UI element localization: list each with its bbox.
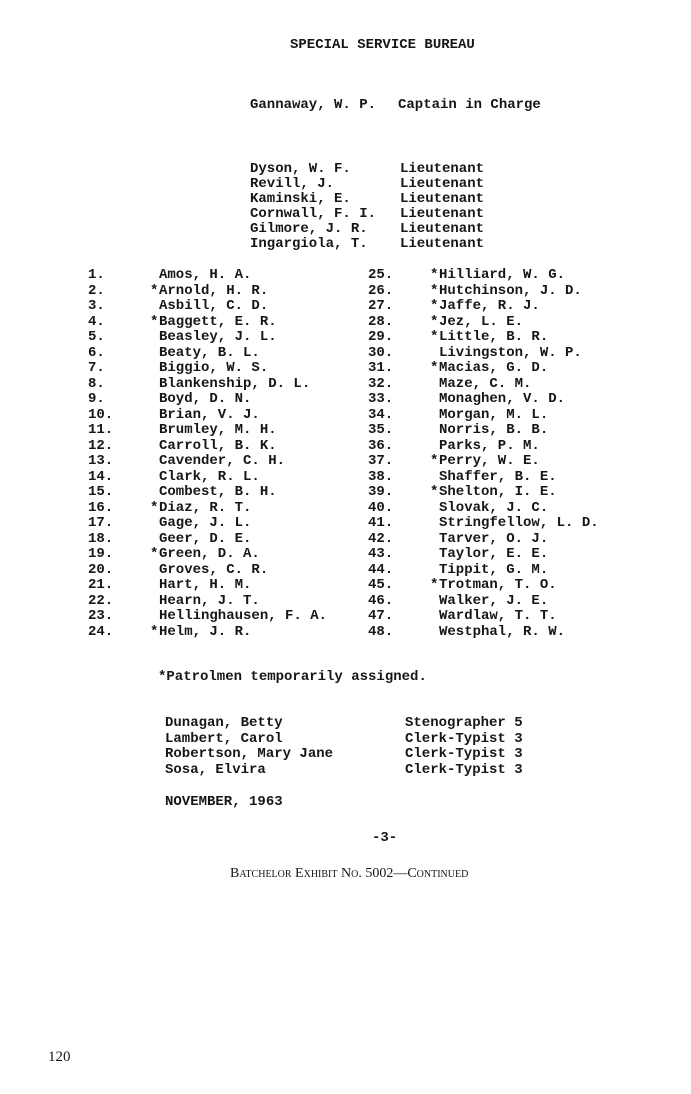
staff-title: Clerk-Typist 3 [405, 761, 523, 778]
staff-name: Robertson, Mary Jane [165, 746, 334, 762]
patrolman-number: 9. [88, 391, 105, 407]
patrolman-number: 23. [88, 608, 114, 624]
patrolman-row [368, 392, 599, 408]
patrolman-number: 41. [368, 515, 394, 531]
patrolman-name: Taylor, E. E. [439, 546, 549, 562]
patrolman-name: Helm, J. R. [159, 623, 252, 640]
patrolman-name: Brumley, M. H. [159, 422, 277, 438]
patrolman-name: Hellinghausen, F. A. [159, 608, 328, 624]
patrolman-number: 6. [88, 344, 105, 361]
patrolman-row [88, 563, 327, 579]
patrolman-number: 35. [368, 422, 394, 438]
lieutenant-name: Cornwall, F. I. [250, 206, 377, 222]
patrolman-number: 44. [368, 561, 394, 578]
patrolmen-left-column [88, 268, 327, 640]
patrolman-number: 16. [88, 499, 114, 516]
patrolman-name: Wardlaw, T. T. [439, 608, 557, 624]
lieutenant-name: Gilmore, J. R. [250, 221, 368, 237]
patrolman-name: Cavender, C. H. [159, 453, 286, 469]
patrolman-number: 24. [88, 623, 114, 640]
staff-row [165, 763, 523, 779]
patrolman-name: Stringfellow, L. D. [439, 515, 599, 531]
temporary-assignment-mark: * [430, 329, 439, 345]
patrolman-row [368, 346, 599, 362]
patrolman-row [88, 547, 327, 563]
patrolman-row [88, 609, 327, 625]
patrolman-name: Beaty, B. L. [159, 344, 260, 361]
lieutenant-rank: Lieutenant [400, 236, 485, 252]
patrolman-row [368, 485, 599, 501]
patrolman-number: 2. [88, 282, 105, 299]
staff-name: Sosa, Elvira [165, 761, 266, 778]
patrolman-name: Norris, B. B. [439, 422, 549, 438]
patrolman-number: 43. [368, 546, 394, 562]
patrolman-number: 33. [368, 391, 394, 407]
document-page-marker: -3- [372, 830, 398, 846]
patrolman-name: Walker, J. E. [439, 592, 549, 609]
patrolman-number: 32. [368, 375, 394, 392]
patrolman-name: Combest, B. H. [159, 484, 277, 500]
patrolman-name: Hearn, J. T. [159, 592, 260, 609]
patrolman-row [88, 268, 327, 284]
patrolman-row [88, 284, 327, 300]
temporary-assignment-mark: * [430, 282, 439, 299]
patrolman-number: 17. [88, 515, 114, 531]
patrolman-name: Arnold, H. R. [159, 282, 269, 299]
patrolman-name: Slovak, J. C. [439, 499, 549, 516]
temporary-assignment-mark: * [150, 623, 159, 640]
patrolman-number: 12. [88, 437, 114, 454]
patrolman-row [368, 563, 599, 579]
lieutenant-rank: Lieutenant [400, 221, 485, 237]
patrolman-row [88, 454, 327, 470]
temporary-assignment-mark: * [430, 360, 439, 376]
patrolman-name: Clark, R. L. [159, 468, 260, 485]
patrolman-name: Diaz, R. T. [159, 499, 252, 516]
patrolman-row [368, 578, 599, 594]
lieutenant-row [250, 177, 484, 192]
patrolman-name: Maze, C. M. [439, 375, 532, 392]
patrolman-name: Shelton, I. E. [439, 484, 557, 500]
patrolman-name: Beasley, J. L. [159, 329, 277, 345]
temporary-assignment-mark: * [430, 453, 439, 469]
patrolman-row [88, 594, 327, 610]
lieutenant-row [250, 162, 484, 177]
staff-title: Stenographer 5 [405, 715, 523, 731]
patrolman-row [368, 501, 599, 517]
patrolman-name: Baggett, E. R. [159, 313, 277, 330]
patrolman-number: 7. [88, 360, 105, 376]
patrolman-number: 8. [88, 375, 105, 392]
patrolman-name: Perry, W. E. [439, 453, 540, 469]
patrolman-name: Geer, D. E. [159, 530, 252, 547]
patrolman-number: 19. [88, 546, 114, 562]
patrolman-row [368, 284, 599, 300]
patrolman-row [368, 361, 599, 377]
patrolmen-right-column [368, 268, 599, 640]
patrolman-number: 37. [368, 453, 394, 469]
patrolman-name: Groves, C. R. [159, 561, 269, 578]
commander-rank: Captain in Charge [398, 97, 541, 113]
temporary-assignment-mark: * [150, 282, 159, 299]
lieutenant-rank: Lieutenant [400, 191, 485, 207]
patrolman-row [368, 439, 599, 455]
patrolman-row [88, 299, 327, 315]
patrolman-name: Hutchinson, J. D. [439, 282, 582, 299]
patrolman-name: Macias, G. D. [439, 360, 549, 376]
patrolman-name: Carroll, B. K. [159, 437, 277, 454]
patrolman-number: 22. [88, 592, 114, 609]
temporary-assignment-mark: * [430, 267, 439, 283]
patrolman-number: 5. [88, 329, 105, 345]
patrolman-row [368, 594, 599, 610]
patrolman-row [368, 532, 599, 548]
patrolman-row [368, 625, 599, 641]
temporary-assignment-mark: * [150, 546, 159, 562]
patrolman-row [368, 408, 599, 424]
patrolman-name: Monaghen, V. D. [439, 391, 566, 407]
patrolman-row [368, 516, 599, 532]
document-date: NOVEMBER, 1963 [165, 794, 283, 810]
staff-title: Clerk-Typist 3 [405, 746, 523, 762]
patrolman-number: 48. [368, 623, 394, 640]
lieutenant-rank: Lieutenant [400, 161, 485, 177]
patrolman-number: 26. [368, 282, 394, 299]
patrolman-number: 10. [88, 406, 114, 423]
lieutenant-name: Ingargiola, T. [250, 236, 368, 252]
patrolman-number: 30. [368, 344, 394, 361]
staff-row [165, 716, 523, 732]
lieutenant-name: Dyson, W. F. [250, 161, 351, 177]
patrolman-number: 15. [88, 484, 114, 500]
patrolman-number: 21. [88, 577, 114, 593]
patrolman-name: Hilliard, W. G. [439, 267, 566, 283]
patrolman-row [88, 315, 327, 331]
patrolman-number: 4. [88, 313, 105, 330]
patrolman-name: Hart, H. M. [159, 577, 252, 593]
patrolman-name: Jaffe, R. J. [439, 298, 540, 314]
patrolman-name: Tippit, G. M. [439, 561, 549, 578]
patrolman-row [88, 377, 327, 393]
lieutenant-row [250, 207, 484, 222]
temporary-assignment-mark: * [430, 484, 439, 500]
patrolman-row [368, 315, 599, 331]
temporary-assignment-mark: * [430, 313, 439, 330]
patrolman-row [368, 299, 599, 315]
patrolman-row [88, 439, 327, 455]
footnote: *Patrolmen temporarily assigned. [158, 669, 427, 685]
patrolman-number: 28. [368, 313, 394, 330]
patrolman-row [368, 377, 599, 393]
patrolman-name: Tarver, O. J. [439, 530, 549, 547]
lieutenant-rank: Lieutenant [400, 176, 485, 192]
patrolman-name: Asbill, C. D. [159, 298, 269, 314]
patrolman-row [88, 625, 327, 641]
page-number: 120 [48, 1049, 71, 1065]
patrolman-name: Boyd, D. N. [159, 391, 252, 407]
staff-name: Lambert, Carol [165, 730, 283, 747]
patrolman-row [88, 361, 327, 377]
patrolman-number: 14. [88, 468, 114, 485]
patrolman-row [88, 408, 327, 424]
patrolman-name: Blankenship, D. L. [159, 375, 311, 392]
patrolman-number: 18. [88, 530, 114, 547]
patrolman-number: 27. [368, 298, 394, 314]
patrolman-name: Trotman, T. O. [439, 577, 557, 593]
patrolman-row [368, 268, 599, 284]
patrolman-name: Amos, H. A. [159, 267, 252, 283]
patrolman-row [88, 532, 327, 548]
lieutenant-row [250, 237, 484, 252]
temporary-assignment-mark: * [430, 298, 439, 314]
lieutenants-list [250, 162, 484, 252]
commander-name: Gannaway, W. P. [250, 97, 377, 113]
patrolman-number: 38. [368, 468, 394, 485]
lieutenant-row [250, 192, 484, 207]
patrolman-number: 25. [368, 267, 394, 283]
temporary-assignment-mark: * [430, 577, 439, 593]
patrolman-row [368, 470, 599, 486]
patrolman-number: 40. [368, 499, 394, 516]
patrolman-number: 39. [368, 484, 394, 500]
patrolman-name: Little, B. R. [439, 329, 549, 345]
patrolman-name: Parks, P. M. [439, 437, 540, 454]
patrolman-row [88, 485, 327, 501]
patrolman-number: 47. [368, 608, 394, 624]
staff-row [165, 732, 523, 748]
patrolman-name: Westphal, R. W. [439, 623, 566, 640]
patrolman-name: Green, D. A. [159, 546, 260, 562]
patrolman-number: 45. [368, 577, 394, 593]
patrolman-name: Shaffer, B. E. [439, 468, 557, 485]
patrolman-number: 42. [368, 530, 394, 547]
temporary-assignment-mark: * [150, 499, 159, 516]
patrolman-row [368, 423, 599, 439]
patrolman-number: 31. [368, 360, 394, 376]
lieutenant-name: Revill, J. [250, 176, 335, 192]
patrolman-name: Jez, L. E. [439, 313, 524, 330]
patrolman-row [88, 346, 327, 362]
patrolman-number: 3. [88, 298, 105, 314]
patrolman-row [368, 454, 599, 470]
staff-list [165, 716, 523, 778]
patrolman-row [368, 330, 599, 346]
patrolman-number: 36. [368, 437, 394, 454]
lieutenant-name: Kaminski, E. [250, 191, 351, 207]
exhibit-caption: Batchelor Exhibit No. 5002—Continued [230, 866, 469, 881]
staff-title: Clerk-Typist 3 [405, 730, 523, 747]
patrolman-name: Biggio, W. S. [159, 360, 269, 376]
temporary-assignment-mark: * [150, 313, 159, 330]
patrolman-row [88, 516, 327, 532]
patrolman-number: 11. [88, 422, 114, 438]
patrolman-number: 13. [88, 453, 114, 469]
patrolman-number: 29. [368, 329, 394, 345]
patrolman-row [88, 330, 327, 346]
patrolman-row [88, 470, 327, 486]
patrolman-name: Brian, V. J. [159, 406, 260, 423]
patrolman-row [88, 392, 327, 408]
lieutenant-row [250, 222, 484, 237]
patrolman-row [88, 423, 327, 439]
staff-row [165, 747, 523, 763]
patrolman-row [368, 547, 599, 563]
patrolman-name: Livingston, W. P. [439, 344, 582, 361]
patrolman-row [88, 578, 327, 594]
patrolman-row [368, 609, 599, 625]
staff-name: Dunagan, Betty [165, 715, 283, 731]
patrolman-name: Gage, J. L. [159, 515, 252, 531]
patrolman-row [88, 501, 327, 517]
patrolman-number: 1. [88, 267, 105, 283]
patrolman-number: 20. [88, 561, 114, 578]
page-title: SPECIAL SERVICE BUREAU [290, 37, 475, 53]
patrolman-number: 34. [368, 406, 394, 423]
lieutenant-rank: Lieutenant [400, 206, 485, 222]
patrolman-number: 46. [368, 592, 394, 609]
patrolman-name: Morgan, M. L. [439, 406, 549, 423]
